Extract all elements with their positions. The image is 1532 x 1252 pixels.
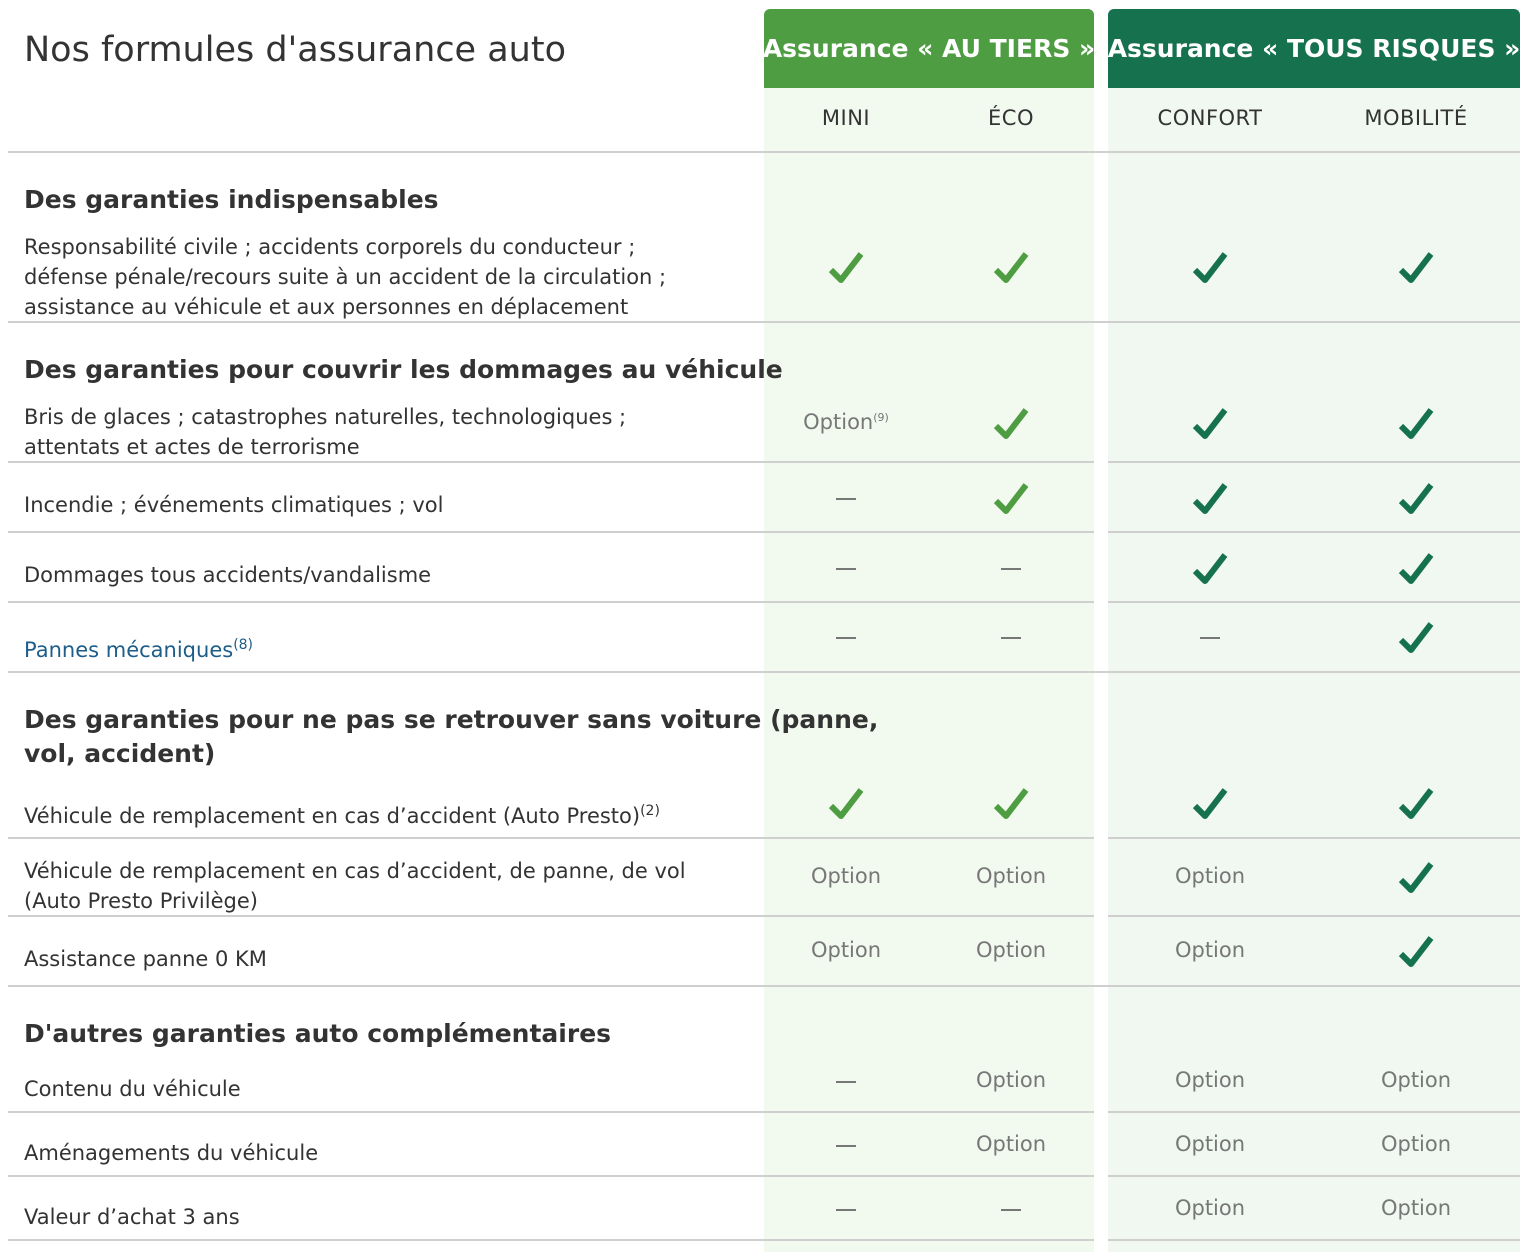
- row-divider: [8, 321, 1520, 323]
- dash-icon: [836, 498, 856, 500]
- check-icon: [1398, 860, 1434, 896]
- check-icon: [1192, 551, 1228, 587]
- plan-label-confort: CONFORT: [1157, 106, 1263, 130]
- cell-check: [1336, 481, 1496, 517]
- plan-label-éco: ÉCO: [988, 106, 1034, 130]
- row-label-text: (Auto Presto Privilège): [24, 889, 258, 913]
- cell-option: [1130, 864, 1290, 888]
- section-title: Des garanties pour couvrir les dommages au véhicule: [24, 355, 783, 384]
- dash-icon: [836, 1209, 856, 1211]
- cell-check: [1130, 481, 1290, 517]
- cell-check: [1130, 250, 1290, 286]
- cell-check: [931, 786, 1091, 822]
- cell-check: [1336, 406, 1496, 442]
- row-label-line: [24, 944, 267, 974]
- option-text: Option: [1380, 1132, 1452, 1156]
- row-label-link[interactable]: [24, 630, 253, 665]
- row-divider: [1108, 601, 1520, 603]
- row-label-text: attentats et actes de terrorisme: [24, 435, 360, 459]
- cell-none: [766, 637, 926, 639]
- footnote-ref: (8): [233, 637, 254, 653]
- cell-option: [766, 864, 926, 888]
- row-divider: [1108, 837, 1520, 839]
- cell-check: [1336, 860, 1496, 896]
- cell-none: [931, 637, 1091, 639]
- cell-none: [931, 1209, 1091, 1211]
- cell-none: [766, 498, 926, 500]
- cell-check: [1336, 551, 1496, 587]
- cell-option: [766, 938, 926, 962]
- option-text: Option: [1174, 1132, 1246, 1156]
- cell-option: [1130, 938, 1290, 962]
- plan-label-mobilité: MOBILITÉ: [1364, 106, 1468, 130]
- row-divider: [8, 837, 1094, 839]
- row-label-text: Contenu du véhicule: [24, 1077, 241, 1101]
- cell-none: [766, 1209, 926, 1211]
- dash-icon: [836, 637, 856, 639]
- option-text: Option: [975, 938, 1047, 962]
- option-text: Option: [810, 938, 882, 962]
- cell-check: [766, 250, 926, 286]
- row-label: [24, 1202, 240, 1232]
- group-header-au-tiers: Assurance « AU TIERS »: [764, 9, 1094, 88]
- dash-icon: [836, 1145, 856, 1147]
- cell-option: [931, 864, 1091, 888]
- cell-check: [931, 481, 1091, 517]
- row-label-line: [24, 402, 626, 432]
- section-title-line: Des garanties pour ne pas se retrouver sans voiture (panne,: [24, 705, 879, 734]
- check-icon: [1398, 551, 1434, 587]
- option-text: Option: [975, 864, 1047, 888]
- row-label-line: [24, 432, 626, 462]
- row-divider: [8, 671, 1520, 673]
- cell-check: [1336, 250, 1496, 286]
- row-label: [24, 1074, 241, 1104]
- dash-icon: [1001, 637, 1021, 639]
- row-label-text: Véhicule de remplacement en cas d’accident, de panne, de vol: [24, 859, 686, 883]
- option-text: Option: [975, 1132, 1047, 1156]
- option-text: Option: [1174, 1196, 1246, 1220]
- check-icon: [1398, 934, 1434, 970]
- row-label-text: défense pénale/recours suite à un accident de la circulation ;: [24, 265, 667, 289]
- row-label-line: [24, 856, 686, 886]
- check-icon: [1398, 786, 1434, 822]
- check-icon: [993, 786, 1029, 822]
- check-icon: [1398, 620, 1434, 656]
- cell-option: [1130, 1196, 1290, 1220]
- cell-option: [1336, 1196, 1496, 1220]
- check-icon: [828, 786, 864, 822]
- row-label-line: [24, 796, 660, 831]
- row-label: [24, 232, 666, 322]
- check-icon: [828, 250, 864, 286]
- option-text: Option: [1380, 1068, 1452, 1092]
- page-title: Nos formules d'assurance auto: [24, 30, 566, 70]
- row-label-line: [24, 292, 666, 322]
- check-icon: [1398, 406, 1434, 442]
- row-label-text: Incendie ; événements climatiques ; vol: [24, 493, 444, 517]
- option-text: Option: [1174, 938, 1246, 962]
- row-label: [24, 402, 626, 462]
- section-title: [24, 703, 878, 771]
- row-label: [24, 796, 660, 831]
- cell-check: [1336, 934, 1496, 970]
- row-divider: [1108, 531, 1520, 533]
- row-label-line: [24, 262, 666, 292]
- option-text: Option: [803, 410, 874, 434]
- cell-check: [931, 406, 1091, 442]
- check-icon: [1192, 481, 1228, 517]
- row-divider: [1108, 1175, 1520, 1177]
- check-icon: [993, 250, 1029, 286]
- dash-icon: [836, 1081, 856, 1083]
- row-label-line: [24, 560, 431, 590]
- row-label-text: Bris de glaces ; catastrophes naturelles, technologiques ;: [24, 405, 627, 429]
- cell-check: [1130, 551, 1290, 587]
- footnote-ref: (9): [873, 411, 889, 424]
- row-label: [24, 944, 267, 974]
- row-label-text: Valeur d’achat 3 ans: [24, 1205, 240, 1229]
- check-icon: [1192, 406, 1228, 442]
- row-divider: [8, 601, 1094, 603]
- row-divider: [1108, 1239, 1520, 1241]
- dash-icon: [1200, 637, 1220, 639]
- row-label-text: Pannes mécaniques: [24, 638, 234, 662]
- cell-check: [1336, 786, 1496, 822]
- cell-none: [931, 568, 1091, 570]
- check-icon: [1192, 250, 1228, 286]
- option-text: Option: [810, 864, 882, 888]
- row-label-line: [24, 1074, 241, 1104]
- row-divider: [8, 985, 1520, 987]
- row-label: [24, 560, 431, 590]
- option-text: Option: [1380, 1196, 1452, 1220]
- cell-none: [766, 568, 926, 570]
- cell-option: [1336, 1132, 1496, 1156]
- plan-label-mini: MINI: [821, 106, 871, 130]
- row-divider: [8, 1175, 1094, 1177]
- check-icon: [1398, 481, 1434, 517]
- dash-icon: [1001, 568, 1021, 570]
- cell-check: [766, 786, 926, 822]
- option-text: Option: [975, 1068, 1047, 1092]
- check-icon: [993, 406, 1029, 442]
- row-label-text: Responsabilité civile ; accidents corporels du conducteur ;: [24, 235, 636, 259]
- cell-check: [1336, 620, 1496, 656]
- section-title-line: vol, accident): [24, 739, 216, 768]
- cell-option: [1130, 1068, 1290, 1092]
- check-icon: [1398, 250, 1434, 286]
- cell-check: [1130, 406, 1290, 442]
- header-divider: [8, 151, 1520, 153]
- row-label-text: assistance au véhicule et aux personnes en déplacement: [24, 295, 629, 319]
- cell-option: [931, 938, 1091, 962]
- cell-option: [766, 410, 926, 434]
- cell-option: [931, 1068, 1091, 1092]
- row-label: [24, 1138, 318, 1168]
- row-divider: [8, 1239, 1094, 1241]
- cell-none: [1130, 637, 1290, 639]
- dash-icon: [836, 568, 856, 570]
- section-title: Des garanties indispensables: [24, 185, 439, 214]
- row-label-text: Véhicule de remplacement en cas d’accident (Auto Presto): [24, 804, 641, 828]
- group-header-tous-risques: Assurance « TOUS RISQUES »: [1108, 9, 1520, 88]
- cell-option: [931, 1132, 1091, 1156]
- cell-option: [1130, 1132, 1290, 1156]
- row-divider: [8, 531, 1094, 533]
- row-divider: [1108, 915, 1520, 917]
- row-label: [24, 856, 686, 916]
- cell-option: [1336, 1068, 1496, 1092]
- dash-icon: [1001, 1209, 1021, 1211]
- row-label-text: Dommages tous accidents/vandalisme: [24, 563, 432, 587]
- row-label-text: Aménagements du véhicule: [24, 1141, 319, 1165]
- check-icon: [993, 481, 1029, 517]
- row-divider: [1108, 1111, 1520, 1113]
- row-label-text: Assistance panne 0 KM: [24, 947, 267, 971]
- row-divider: [8, 915, 1094, 917]
- check-icon: [1192, 786, 1228, 822]
- cell-none: [766, 1081, 926, 1083]
- footnote-ref: (2): [640, 803, 660, 819]
- cell-check: [1130, 786, 1290, 822]
- cell-check: [931, 250, 1091, 286]
- row-label: [24, 490, 443, 520]
- row-label-line: [24, 232, 666, 262]
- row-divider: [8, 1111, 1094, 1113]
- row-divider: [1108, 461, 1520, 463]
- row-label-line: [24, 490, 443, 520]
- option-text: Option: [1174, 864, 1246, 888]
- row-label-line: [24, 1202, 240, 1232]
- row-label-line: [24, 1138, 318, 1168]
- row-label-line: [24, 630, 253, 665]
- row-divider: [8, 461, 1094, 463]
- option-text: Option: [1174, 1068, 1246, 1092]
- cell-none: [766, 1145, 926, 1147]
- section-title: D'autres garanties auto complémentaires: [24, 1019, 612, 1048]
- row-label-line: [24, 886, 686, 916]
